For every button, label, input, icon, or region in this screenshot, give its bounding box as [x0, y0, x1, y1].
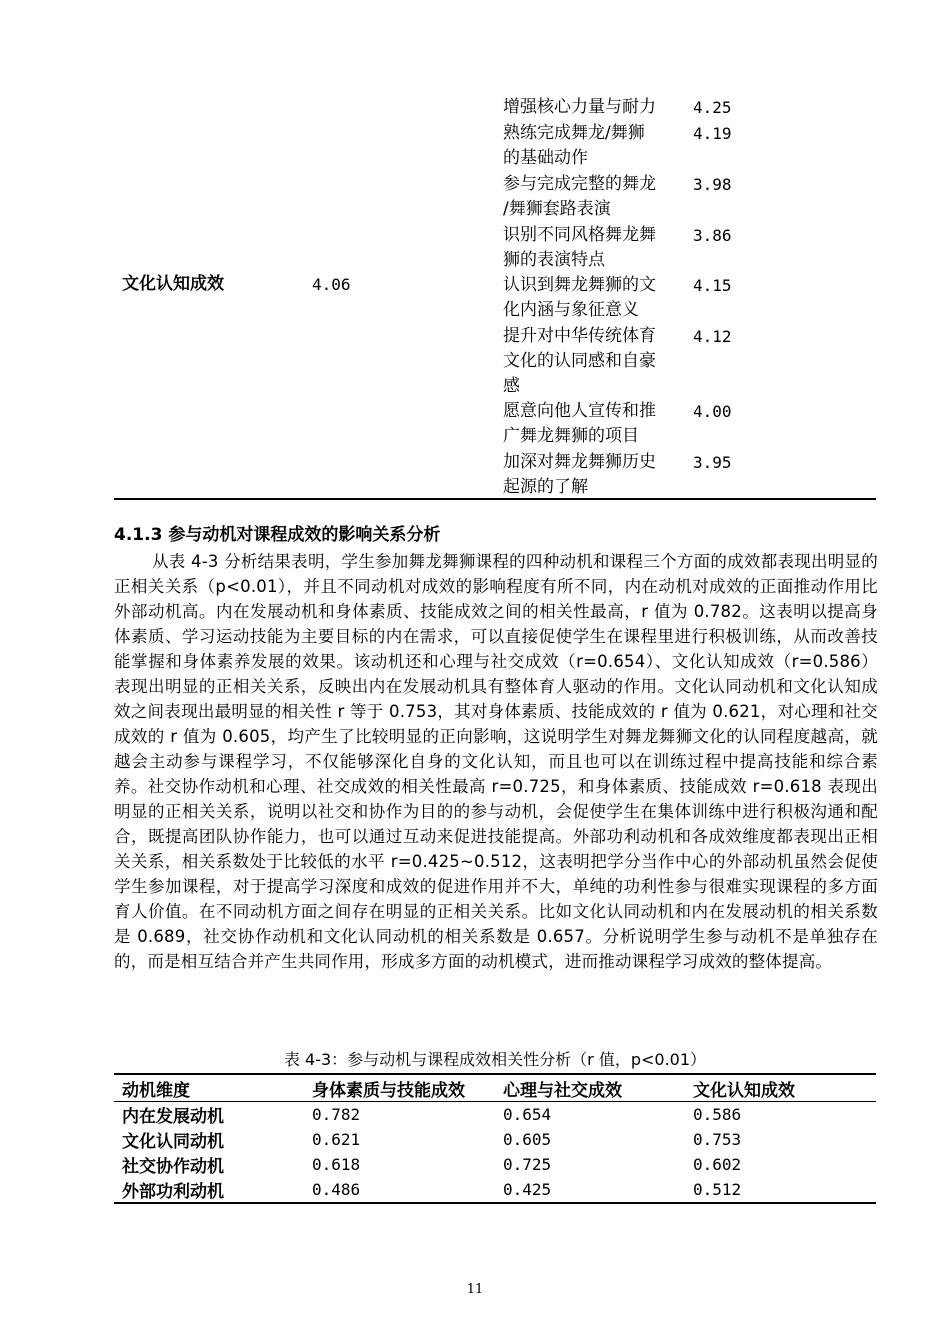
row-label: 内在发展动机 [122, 1107, 224, 1127]
item-label-line: 加深对舞龙舞狮历史 [503, 452, 656, 472]
item-label-line: 识别不同风格舞龙舞 [503, 225, 656, 245]
row-label: 外部功利动机 [114, 1177, 304, 1203]
item-score: 4.12 [693, 327, 732, 346]
table-header-row [114, 1074, 876, 1102]
item-score: 4.19 [693, 124, 732, 143]
cell-value: 0.621 [312, 1130, 361, 1149]
dimension-mean: 4.06 [312, 275, 351, 294]
table-row [114, 1152, 876, 1177]
header-motivation: 动机维度 [114, 1074, 304, 1102]
cell-value: 0.512 [685, 1177, 876, 1203]
item-label [503, 450, 681, 500]
cell-value: 0.618 [312, 1155, 361, 1174]
item-label-line: 提升对中华传统体育 [503, 326, 656, 346]
item-score: 3.98 [693, 175, 732, 194]
cell-value: 0.654 [503, 1105, 552, 1124]
item-label [503, 399, 681, 449]
header-cultural: 文化认知成效 [685, 1074, 876, 1102]
item-label [503, 324, 681, 399]
cell-value: 0.605 [503, 1130, 552, 1149]
item-score: 4.15 [693, 276, 732, 295]
row-label: 社交协作动机 [122, 1157, 224, 1177]
table-bottom-rule [114, 498, 876, 500]
item-label [503, 223, 681, 273]
table-row [114, 1102, 876, 1128]
table-row [114, 1127, 876, 1152]
cell-value: 0.486 [304, 1177, 495, 1203]
item-label-line: 熟练完成舞龙/舞狮 [503, 123, 645, 143]
item-label-line: 感 [503, 376, 520, 396]
item-label [503, 121, 681, 171]
item-label [503, 273, 681, 323]
item-label-line: 起源的了解 [503, 477, 588, 497]
cell-value: 0.725 [503, 1155, 552, 1174]
item-label-line: 文化的认同感和自豪 [503, 351, 656, 371]
cell-value: 0.602 [693, 1155, 742, 1174]
item-label-line: 愿意向他人宣传和推 [503, 401, 656, 421]
item-score: 3.86 [693, 226, 732, 245]
item-label-line: 的基础动作 [503, 148, 588, 168]
row-label: 文化认同动机 [122, 1132, 224, 1152]
body-paragraph: 从表 4-3 分析结果表明，学生参加舞龙舞狮课程的四种动机和课程三个方面的成效都表现出明显的正相关关系（p<0.01），并且不同动机对成效的影响程度有所不同，内在动机对成效的正面推动作用比外部动机高。内在发展动机和身体素质、技能成效之间的相关性最高，r 值为 0.782。这表明以提高身体素质、学习运动技能为主要目标的内在需求，可以直接促使学生在课程里进行积极训练，从而改善技能掌握和身体素养发展的效果。该动机还和心理与社交成效（r=0.654）、文化认知成效（r=0.586）表现出明显的正相关关系，反映出内在发展动机具有整体育人驱动的作用。文化认同动机和文化认知成效之间表现出最明显的相关性 r 等于 0.753，其对身体素质、技能成效的 r 值为 0.621，对心理和社交成效的 r 值为 0.605，均产生了比较明显的正向影响，这说明学生对舞龙舞狮文化的认同程度越高，就越会主动参与课程学习，不仅能够深化自身的文化认知，而且也可以在训练过程中提高技能和综合素养。社交协作动机和心理、社交成效的相关性最高 r=0.725，和身体素质、技能成效 r=0.618 表现出明显的正相关关系，说明以社交和协作为目的的参与动机，会促使学生在集体训练中进行积极沟通和配合，既提高团队协作能力，也可以通过互动来促进技能提高。外部功利动机和各成效维度都表现出正相关关系，相关系数处于比较低的水平 r=0.425~0.512，这表明把学分当作中心的外部动机虽然会促使学生参加课程，对于提高学习深度和成效的促进作用并不大，单纯的功利性参与很难实现课程的多方面育人价值。在不同动机方面之间存在明显的正相关关系。比如文化认同动机和内在发展动机的相关系数是 0.689，社交协作动机和文化认同动机的相关系数是 0.657。分析说明学生参与动机不是单独存在的，而是相互结合并产生共同作用，形成多方面的动机模式，进而推动课程学习成效的整体提高。 [114, 552, 878, 971]
item-label-line: 广舞龙舞狮的项目 [503, 426, 639, 446]
item-score: 4.25 [693, 98, 732, 117]
header-psych-social: 心理与社交成效 [495, 1074, 685, 1102]
item-label [503, 95, 681, 120]
item-label-line: 认识到舞龙舞狮的文 [503, 275, 656, 295]
header-physical-skill: 身体素质与技能成效 [304, 1074, 495, 1102]
table-row [114, 1177, 876, 1203]
cell-value: 0.586 [693, 1105, 742, 1124]
item-label-line: 参与完成完整的舞龙 [503, 174, 656, 194]
item-label [503, 172, 681, 222]
dimension-name: 文化认知成效 [122, 274, 224, 294]
item-score: 4.00 [693, 402, 732, 421]
cell-value: 0.425 [495, 1177, 685, 1203]
item-score: 3.95 [693, 453, 732, 472]
item-label-line: /舞狮套路表演 [503, 199, 611, 219]
item-label-line: 化内涵与象征意义 [503, 300, 639, 320]
item-label-line: 狮的表演特点 [503, 250, 605, 270]
table-caption: 表 4-3：参与动机与课程成效相关性分析（r 值，p<0.01） [283, 1050, 707, 1069]
item-label-line: 增强核心力量与耐力 [503, 97, 656, 117]
page-number: 11 [466, 1282, 484, 1297]
cell-value: 0.753 [693, 1130, 742, 1149]
section-heading: 4.1.3 参与动机对课程成效的影响关系分析 [114, 525, 441, 545]
cell-value: 0.782 [312, 1105, 361, 1124]
correlation-table [114, 1073, 876, 1204]
